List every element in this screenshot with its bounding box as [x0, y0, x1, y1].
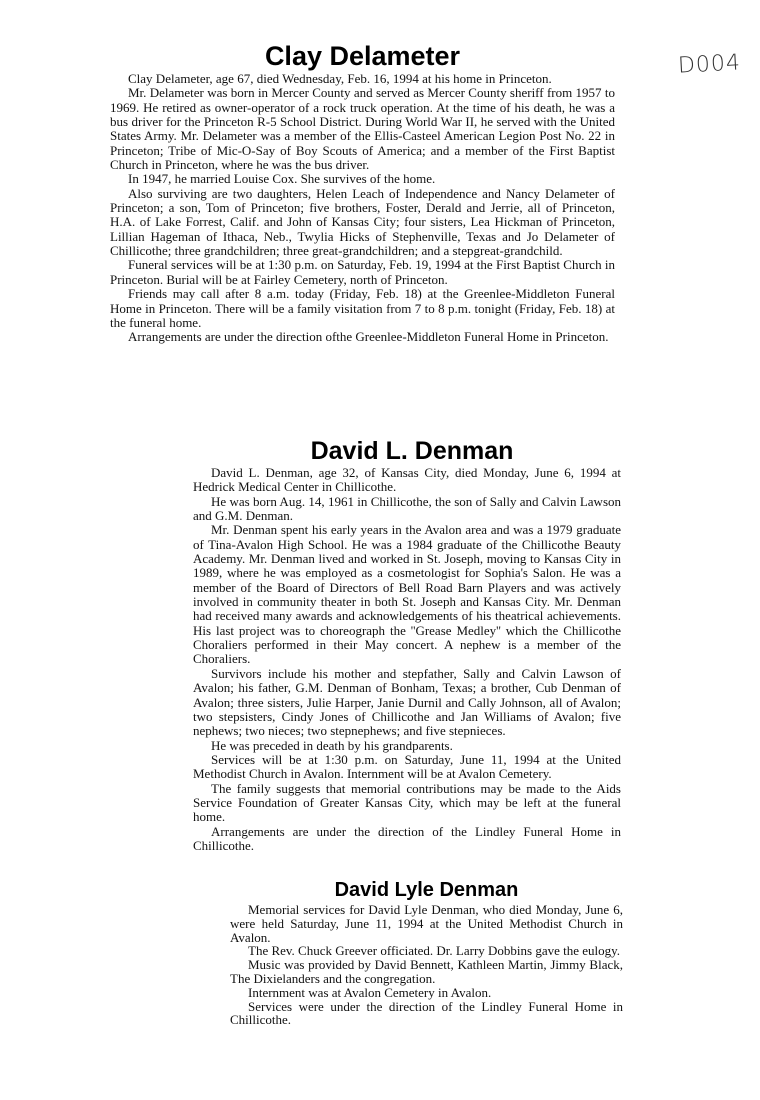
obituary-title: David L. Denman: [310, 437, 514, 465]
obituary-david-lyle-denman: [230, 878, 623, 1027]
paragraph: Also surviving are two daughters, Helen Leach of Independence and Nancy Delameter of Princeton; a son, Tom of Princeton; five brothers, Foster, Derald and Jerrie, all of Princeton, H.A. of Lake Forrest, Calif. and John of Kansas City; four sisters, Lea Hickman of Princeton, Lillian Hageman of Ithaca, Neb., Twylia Hicks of Stephenville, Texas and Jo Delameter of Chillicothe; three grandchildren; three great-grandchildren; and a stepgreat-grandchild.: [110, 185, 615, 259]
handwritten-page-mark: D004: [677, 50, 742, 79]
paragraph: He was born Aug. 14, 1961 in Chillicothe, the son of Sally and Calvin Lawson and G.M. Denman.: [193, 493, 621, 524]
obituary-title: David Lyle Denman: [334, 879, 519, 901]
paragraph: Services were under the direction of the Lindley Funeral Home in Chillicothe.: [230, 998, 623, 1028]
obituary-body: [230, 903, 623, 1027]
paragraph: He was preceded in death by his grandparents.: [211, 737, 453, 753]
paragraph: David L. Denman, age 32, of Kansas City, died Monday, June 6, 1994 at Hedrick Medical Center in Chillicothe.: [193, 465, 621, 495]
paragraph: Mr. Denman spent his early years in the Avalon area and was a 1979 graduate of Tina-Avalon High School. He was a 1984 graduate of the Chillicothe Beauty Academy. Mr. Denman lived and worked in St. Joseph, moving to Kansas City in 1989, where he was employed as a cosmetologist for Sophia's Salon. He was a member of the Board of Directors of Bell Road Barn Players and was actively involved in community theater in both St. Joseph and Kansas City. Mr. Denman had received many awards and acknowledgements of his theatrical achievements. His last project was to choreograph the ''Grease Medley'' which the Chillicothe Choraliers performed in their May concert. A nephew is a member of the Choraliers.: [193, 522, 621, 667]
obituary-title: Clay Delameter: [264, 41, 461, 71]
paragraph: Funeral services will be at 1:30 p.m. on Saturday, Feb. 19, 1994 at the First Baptist Church in Princeton. Burial will be at Fairley Cemetery, north of Princeton.: [110, 257, 615, 287]
obituary-david-l-denman: [193, 436, 621, 853]
paragraph: Clay Delameter, age 67, died Wednesday, Feb. 16, 1994 at his home in Princeton.: [128, 71, 552, 86]
paragraph: Memorial services for David Lyle Denman, who died Monday, June 6, were held Saturday, June 11, 1994 at the United Methodist Church in Avalon.: [230, 902, 623, 945]
paragraph: Arrangements are under the direction ofthe Greenlee-Middleton Funeral Home in Princeton.: [128, 329, 609, 345]
paragraph: Mr. Delameter was born in Mercer County and served as Mercer County sheriff from 1957 to 1969. He retired as owner-operator of a rock truck operation. At the time of his death, he was a bus driver for the Princeton R-5 School District. During World War II, he served with the United States Army. Mr. Delameter was a member of the Ellis-Casteel American Legion Post No. 22 in Princeton; Tribe of Mic-O-Say of Boy Scouts of America; and a member of the First Baptist Church in Princeton, where he was the bus driver.: [110, 85, 615, 173]
obituary-clay-delameter: [110, 40, 615, 345]
paragraph: Survivors include his mother and stepfather, Sally and Calvin Lawson of Avalon; his father, G.M. Denman of Bonham, Texas; a brother, Cub Denman of Avalon; three sisters, Julie Harper, Janie Durnil and Cally Johnson, all of Avalon; two stepsisters, Cindy Jones of Chillicothe and Jan Williams of Avalon; five nephews; two nieces; two stepnephews; and five stepnieces.: [193, 665, 621, 739]
paragraph: Internment was at Avalon Cemetery in Avalon.: [248, 984, 492, 1000]
obituary-body: [193, 466, 621, 853]
paragraph: Friends may call after 8 a.m. today (Friday, Feb. 18) at the Greenlee-Middleton Funeral Home in Princeton. There will be a family visitation from 7 to 8 p.m. tonight (Friday, Feb. 18) at the funeral home.: [110, 286, 615, 330]
obituary-body: [110, 72, 615, 345]
paragraph: Arrangements are under the direction of the Lindley Funeral Home in Chillicothe.: [193, 823, 621, 853]
paragraph: The family suggests that memorial contributions may be made to the Aids Service Foundation of Greater Kansas City, which may be left at the funeral home.: [193, 780, 621, 825]
paragraph: The Rev. Chuck Greever officiated. Dr. Larry Dobbins gave the eulogy.: [248, 943, 621, 959]
paragraph: In 1947, he married Louise Cox. She survives of the home.: [128, 171, 436, 187]
paragraph: Music was provided by David Bennett, Kathleen Martin, Jimmy Black, The Dixielanders and the congregation.: [230, 957, 623, 986]
paragraph: Services will be at 1:30 p.m. on Saturday, June 11, 1994 at the United Methodist Church in Avalon. Internment will be at Avalon Cemetery.: [193, 751, 621, 782]
